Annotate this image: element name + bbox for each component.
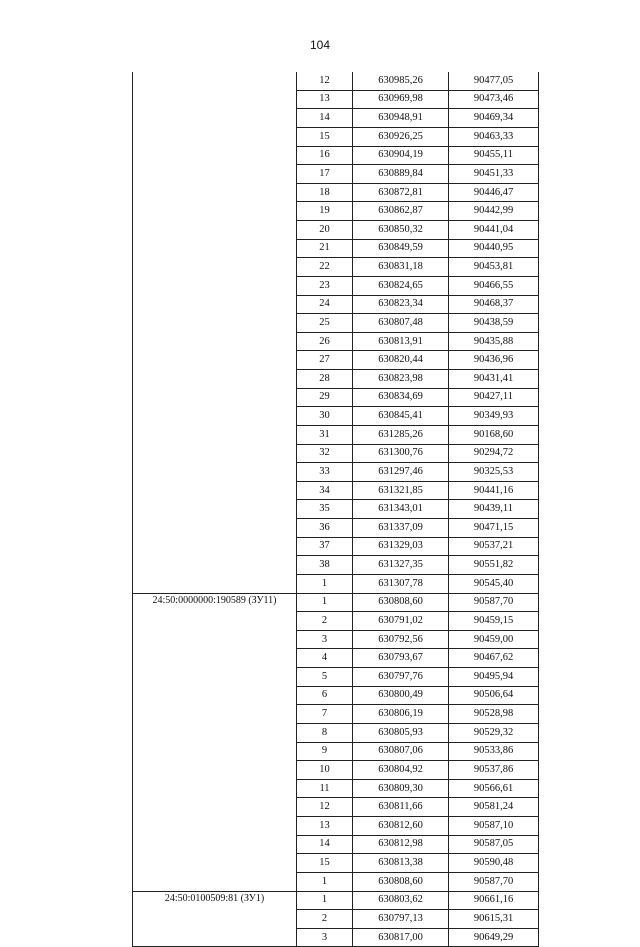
x-coordinate-cell: 631327,35 — [353, 556, 449, 575]
point-number-cell: 17 — [297, 165, 353, 184]
y-coordinate-cell: 90439,11 — [449, 500, 539, 519]
point-number-cell: 21 — [297, 239, 353, 258]
y-coordinate-cell: 90615,31 — [449, 910, 539, 929]
x-coordinate-cell: 630807,48 — [353, 314, 449, 333]
point-number-cell: 1 — [297, 574, 353, 593]
point-number-cell: 15 — [297, 854, 353, 873]
x-coordinate-cell: 631285,26 — [353, 425, 449, 444]
table-row — [133, 72, 539, 90]
y-coordinate-cell: 90566,61 — [449, 779, 539, 798]
point-number-cell: 2 — [297, 910, 353, 929]
x-coordinate-cell: 630812,98 — [353, 835, 449, 854]
point-number-cell: 4 — [297, 649, 353, 668]
x-coordinate-cell: 630969,98 — [353, 90, 449, 109]
point-number-cell: 28 — [297, 370, 353, 389]
point-number-cell: 30 — [297, 407, 353, 426]
y-coordinate-cell: 90349,93 — [449, 407, 539, 426]
parcel-cadastral-number — [133, 72, 297, 593]
y-coordinate-cell: 90459,00 — [449, 630, 539, 649]
point-number-cell: 10 — [297, 761, 353, 780]
point-number-cell: 19 — [297, 202, 353, 221]
point-number-cell: 3 — [297, 630, 353, 649]
point-number-cell: 7 — [297, 705, 353, 724]
x-coordinate-cell: 630823,98 — [353, 370, 449, 389]
point-number-cell: 31 — [297, 425, 353, 444]
x-coordinate-cell: 630792,56 — [353, 630, 449, 649]
point-number-cell: 12 — [297, 72, 353, 90]
coordinates-table — [132, 72, 539, 947]
y-coordinate-cell: 90537,21 — [449, 537, 539, 556]
point-number-cell: 13 — [297, 90, 353, 109]
y-coordinate-cell: 90649,29 — [449, 928, 539, 947]
point-number-cell: 23 — [297, 276, 353, 295]
y-coordinate-cell: 90471,15 — [449, 519, 539, 538]
x-coordinate-cell: 630808,60 — [353, 593, 449, 612]
y-coordinate-cell: 90467,62 — [449, 649, 539, 668]
x-coordinate-cell: 630812,60 — [353, 817, 449, 836]
y-coordinate-cell: 90587,10 — [449, 817, 539, 836]
y-coordinate-cell: 90446,47 — [449, 183, 539, 202]
x-coordinate-cell: 630845,41 — [353, 407, 449, 426]
point-number-cell: 3 — [297, 928, 353, 947]
y-coordinate-cell: 90427,11 — [449, 388, 539, 407]
point-number-cell: 14 — [297, 109, 353, 128]
table-row — [133, 891, 539, 910]
y-coordinate-cell: 90441,16 — [449, 481, 539, 500]
x-coordinate-cell: 631329,03 — [353, 537, 449, 556]
parcel-cadastral-number: 24:50:0100509:81 (ЗУ1) — [133, 891, 297, 947]
point-number-cell: 1 — [297, 593, 353, 612]
x-coordinate-cell: 630904,19 — [353, 146, 449, 165]
x-coordinate-cell: 630804,92 — [353, 761, 449, 780]
point-number-cell: 35 — [297, 500, 353, 519]
point-number-cell: 13 — [297, 817, 353, 836]
x-coordinate-cell: 630820,44 — [353, 351, 449, 370]
coordinates-table-body — [133, 72, 539, 947]
y-coordinate-cell: 90528,98 — [449, 705, 539, 724]
point-number-cell: 32 — [297, 444, 353, 463]
y-coordinate-cell: 90168,60 — [449, 425, 539, 444]
y-coordinate-cell: 90451,33 — [449, 165, 539, 184]
y-coordinate-cell: 90661,16 — [449, 891, 539, 910]
table-row — [133, 593, 539, 612]
y-coordinate-cell: 90438,59 — [449, 314, 539, 333]
point-number-cell: 11 — [297, 779, 353, 798]
point-number-cell: 20 — [297, 221, 353, 240]
x-coordinate-cell: 630824,65 — [353, 276, 449, 295]
y-coordinate-cell: 90441,04 — [449, 221, 539, 240]
point-number-cell: 14 — [297, 835, 353, 854]
y-coordinate-cell: 90473,46 — [449, 90, 539, 109]
y-coordinate-cell: 90477,05 — [449, 72, 539, 90]
point-number-cell: 1 — [297, 891, 353, 910]
y-coordinate-cell: 90459,15 — [449, 612, 539, 631]
x-coordinate-cell: 630849,59 — [353, 239, 449, 258]
point-number-cell: 38 — [297, 556, 353, 575]
y-coordinate-cell: 90436,96 — [449, 351, 539, 370]
y-coordinate-cell: 90294,72 — [449, 444, 539, 463]
x-coordinate-cell: 630809,30 — [353, 779, 449, 798]
x-coordinate-cell: 630805,93 — [353, 723, 449, 742]
y-coordinate-cell: 90495,94 — [449, 668, 539, 687]
point-number-cell: 6 — [297, 686, 353, 705]
y-coordinate-cell: 90545,40 — [449, 574, 539, 593]
y-coordinate-cell: 90431,41 — [449, 370, 539, 389]
point-number-cell: 5 — [297, 668, 353, 687]
y-coordinate-cell: 90587,05 — [449, 835, 539, 854]
y-coordinate-cell: 90529,32 — [449, 723, 539, 742]
y-coordinate-cell: 90468,37 — [449, 295, 539, 314]
x-coordinate-cell: 630948,91 — [353, 109, 449, 128]
x-coordinate-cell: 630862,87 — [353, 202, 449, 221]
x-coordinate-cell: 630834,69 — [353, 388, 449, 407]
point-number-cell: 15 — [297, 127, 353, 146]
x-coordinate-cell: 631343,01 — [353, 500, 449, 519]
point-number-cell: 16 — [297, 146, 353, 165]
x-coordinate-cell: 630850,32 — [353, 221, 449, 240]
y-coordinate-cell: 90440,95 — [449, 239, 539, 258]
point-number-cell: 26 — [297, 332, 353, 351]
point-number-cell: 22 — [297, 258, 353, 277]
point-number-cell: 37 — [297, 537, 353, 556]
y-coordinate-cell: 90455,11 — [449, 146, 539, 165]
y-coordinate-cell: 90581,24 — [449, 798, 539, 817]
y-coordinate-cell: 90463,33 — [449, 127, 539, 146]
x-coordinate-cell: 630811,66 — [353, 798, 449, 817]
point-number-cell: 25 — [297, 314, 353, 333]
x-coordinate-cell: 630808,60 — [353, 872, 449, 891]
y-coordinate-cell: 90551,82 — [449, 556, 539, 575]
x-coordinate-cell: 630817,00 — [353, 928, 449, 947]
x-coordinate-cell: 631337,09 — [353, 519, 449, 538]
point-number-cell: 9 — [297, 742, 353, 761]
y-coordinate-cell: 90325,53 — [449, 463, 539, 482]
y-coordinate-cell: 90435,88 — [449, 332, 539, 351]
x-coordinate-cell: 630926,25 — [353, 127, 449, 146]
x-coordinate-cell: 630831,18 — [353, 258, 449, 277]
parcel-cadastral-number: 24:50:0000000:190589 (ЗУ11) — [133, 593, 297, 891]
y-coordinate-cell: 90506,64 — [449, 686, 539, 705]
y-coordinate-cell: 90587,70 — [449, 872, 539, 891]
point-number-cell: 24 — [297, 295, 353, 314]
y-coordinate-cell: 90533,86 — [449, 742, 539, 761]
y-coordinate-cell: 90442,99 — [449, 202, 539, 221]
point-number-cell: 27 — [297, 351, 353, 370]
point-number-cell: 29 — [297, 388, 353, 407]
y-coordinate-cell: 90453,81 — [449, 258, 539, 277]
x-coordinate-cell: 631307,78 — [353, 574, 449, 593]
y-coordinate-cell: 90466,55 — [449, 276, 539, 295]
x-coordinate-cell: 631300,76 — [353, 444, 449, 463]
page-number: 104 — [309, 38, 331, 52]
x-coordinate-cell: 630797,13 — [353, 910, 449, 929]
x-coordinate-cell: 630791,02 — [353, 612, 449, 631]
x-coordinate-cell: 631321,85 — [353, 481, 449, 500]
point-number-cell: 1 — [297, 872, 353, 891]
x-coordinate-cell: 630813,38 — [353, 854, 449, 873]
y-coordinate-cell: 90537,86 — [449, 761, 539, 780]
x-coordinate-cell: 630803,62 — [353, 891, 449, 910]
point-number-cell: 2 — [297, 612, 353, 631]
point-number-cell: 34 — [297, 481, 353, 500]
y-coordinate-cell: 90469,34 — [449, 109, 539, 128]
y-coordinate-cell: 90590,48 — [449, 854, 539, 873]
x-coordinate-cell: 630797,76 — [353, 668, 449, 687]
x-coordinate-cell: 630889,84 — [353, 165, 449, 184]
point-number-cell: 18 — [297, 183, 353, 202]
y-coordinate-cell: 90587,70 — [449, 593, 539, 612]
x-coordinate-cell: 630872,81 — [353, 183, 449, 202]
x-coordinate-cell: 630807,06 — [353, 742, 449, 761]
x-coordinate-cell: 630806,19 — [353, 705, 449, 724]
point-number-cell: 8 — [297, 723, 353, 742]
point-number-cell: 12 — [297, 798, 353, 817]
point-number-cell: 36 — [297, 519, 353, 538]
x-coordinate-cell: 630813,91 — [353, 332, 449, 351]
x-coordinate-cell: 630985,26 — [353, 72, 449, 90]
x-coordinate-cell: 630800,49 — [353, 686, 449, 705]
point-number-cell: 33 — [297, 463, 353, 482]
x-coordinate-cell: 631297,46 — [353, 463, 449, 482]
x-coordinate-cell: 630793,67 — [353, 649, 449, 668]
x-coordinate-cell: 630823,34 — [353, 295, 449, 314]
